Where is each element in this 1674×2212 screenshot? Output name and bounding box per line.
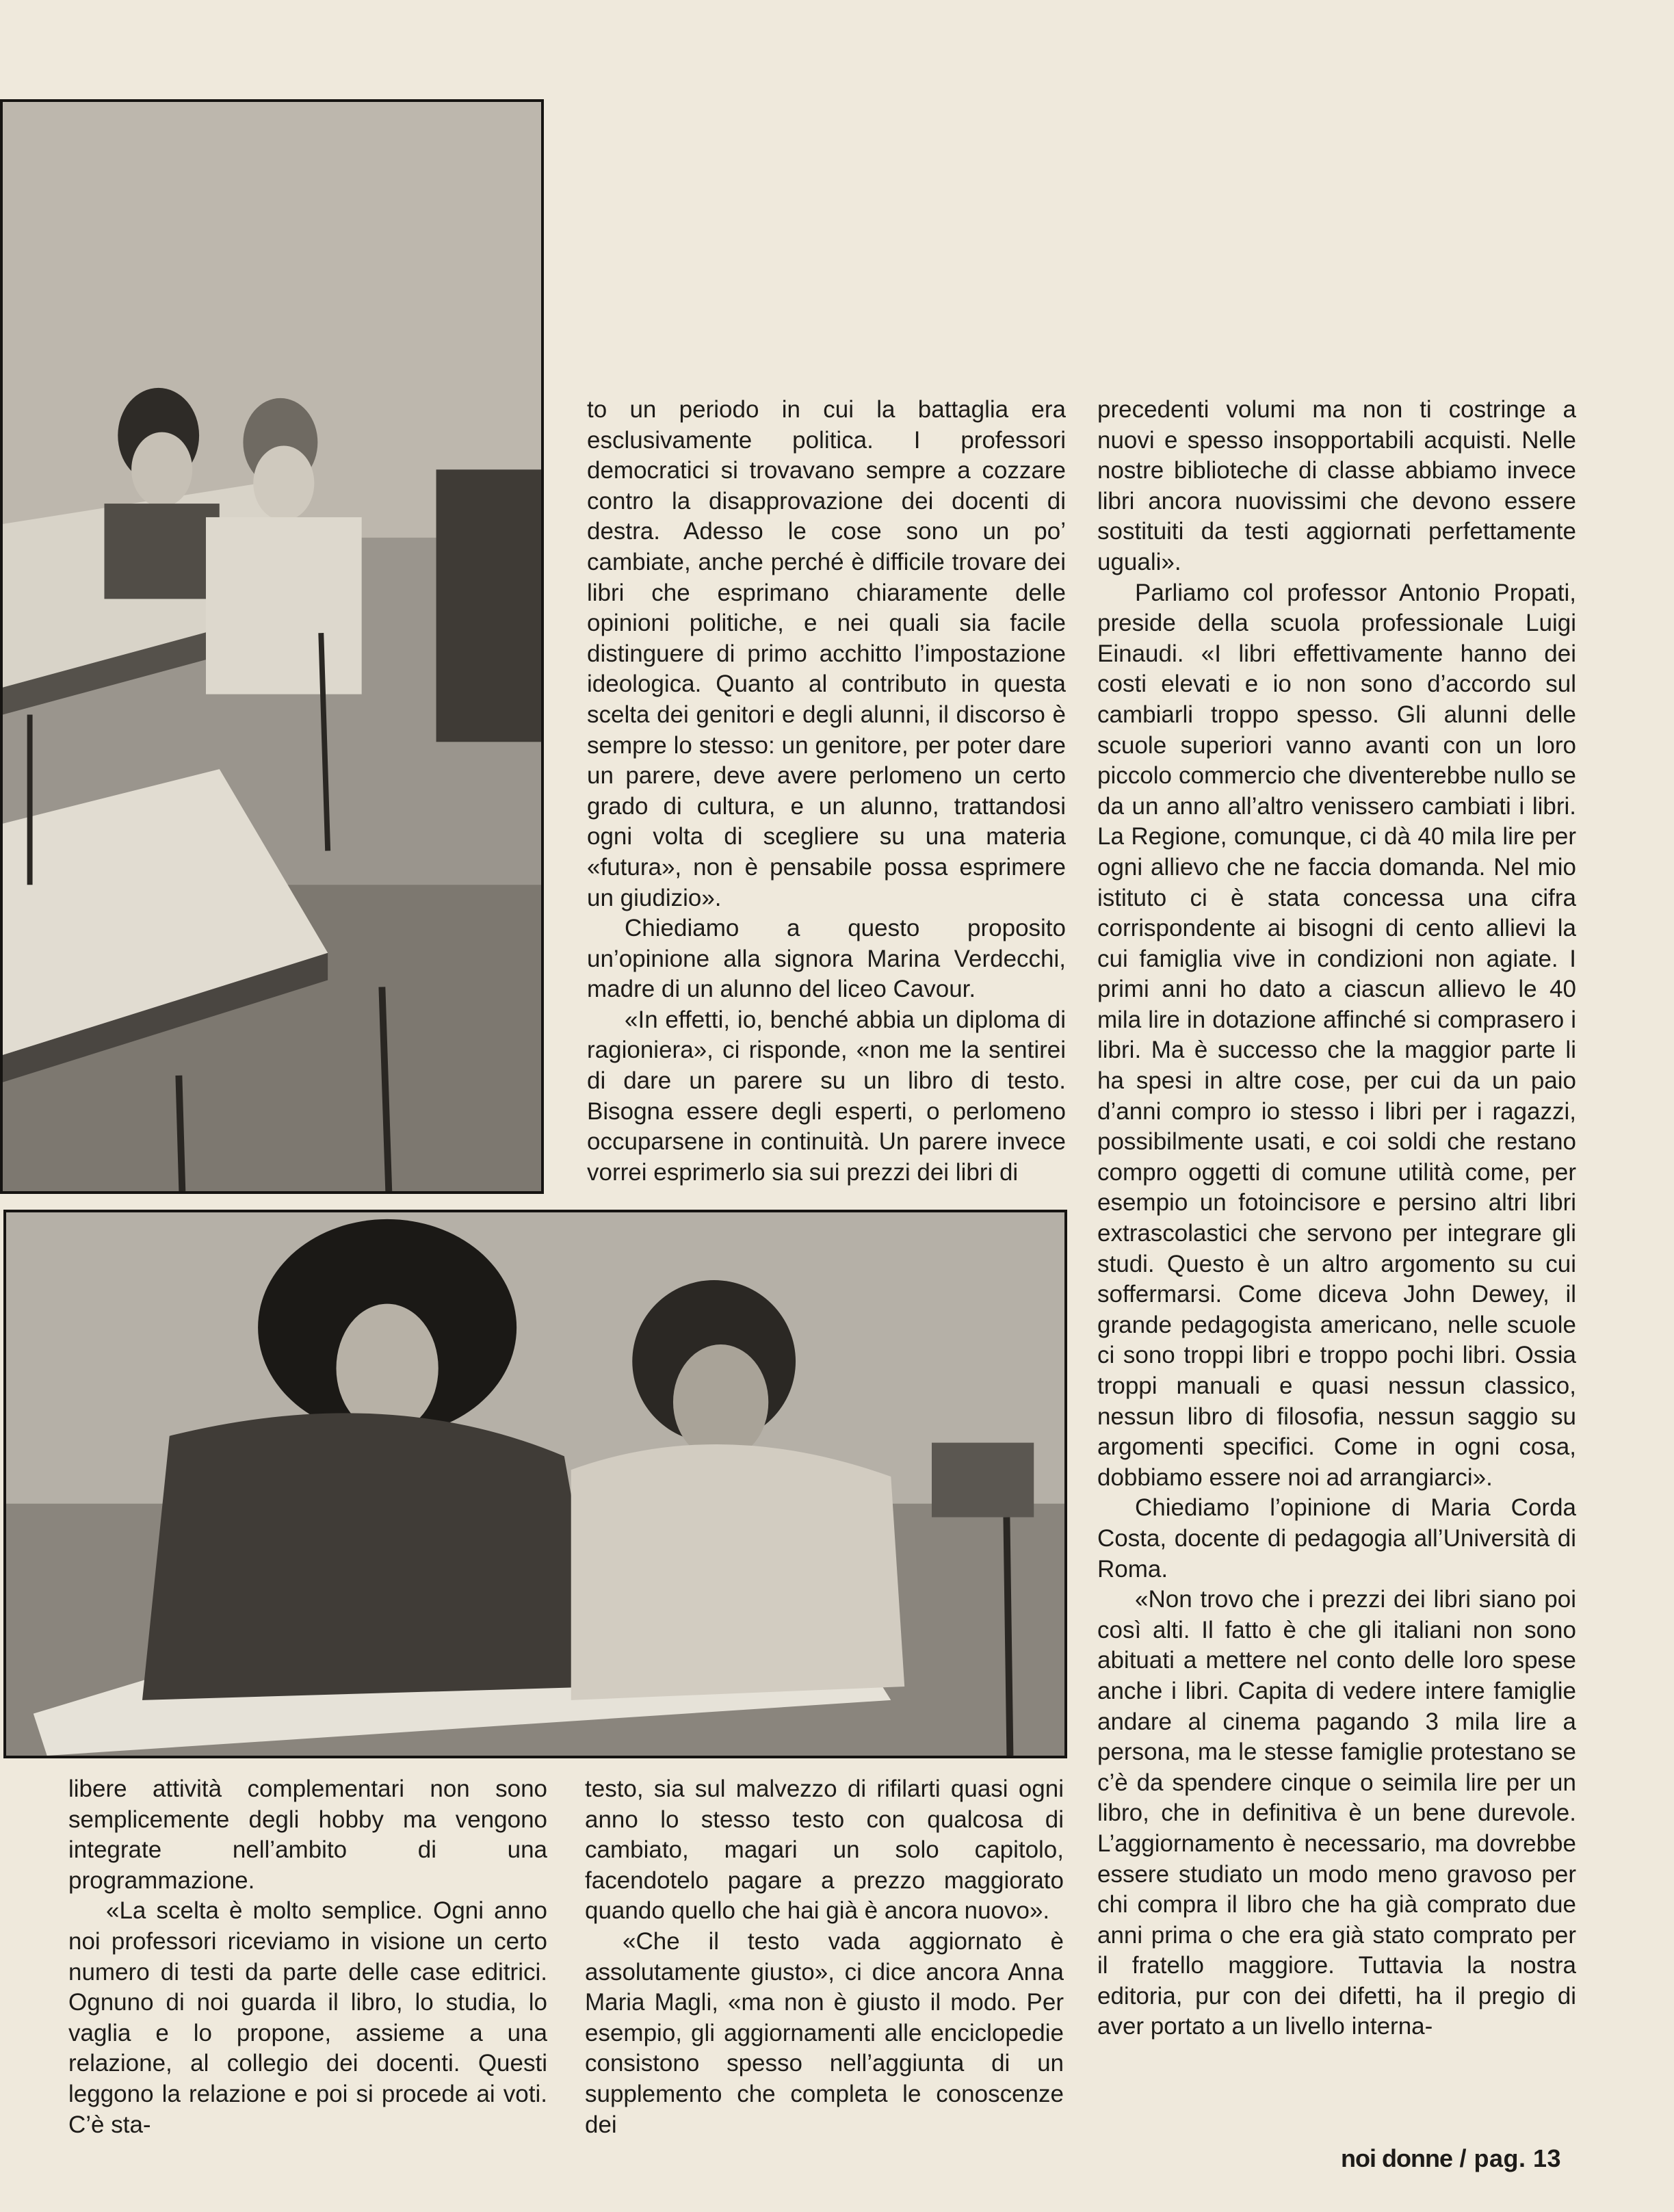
article-column-right [1097,395,1576,2042]
magazine-brand: noi donne [1341,2144,1452,2172]
paragraph: «In effetti, io, benché abbia un diploma di ragioniera», ci risponde, «non me la sentirei di dare un parere su un libro di testo. Bisogna essere degli esperti, o perlomeno occuparsene in continuità. Un parere invece vorrei esprimerlo sia sui prezzi dei libri di [587,1006,1066,1186]
students-reading-photo [3,1210,1067,1758]
paragraph: «Che il testo vada aggiornato è assolutamente giusto», ci dice ancora Anna Maria Magli, «ma non è giusto il modo. Per esempio, gli aggiornamenti alle enciclopedie consistono spesso nell’aggiunta di un supplemento che completa le conoscenze dei [585,1927,1064,2138]
paragraph: testo, sia sul malvezzo di rifilarti quasi ogni anno lo stesso testo con qualcosa di cambiato, magari un solo capitolo, facendotelo pagare a prezzo maggiorato quando quello che hai già è ancora nuovo». [585,1775,1064,1925]
paragraph: Parliamo col professor Antonio Propati, preside della scuola professionale Luigi Einaudi. «I libri effettivamente hanno dei costi elevati e io non sono d’accordo sul cambiarli troppo spesso. Gli alunni delle scuole superiori vanno avanti con un loro piccolo commercio che diventerebbe nullo se da un anno all’altro venissero cambiati i libri. La Regione, comunque, ci dà 40 mila lire per ogni allievo che ne faccia domanda. Nel mio istituto ci è stata concessa una cifra corrispondente ai bisogni di cento allievi la cui famiglia vive in condizioni non agiate. I primi anni ho dato a ciascun allievo le 40 mila lire in dotazione affinché si comprasero i libri. Ma è successo che la maggior parte li ha spesi in altre cose, per cui da un paio d’anni compro io stesso i libri per i ragazzi, possibilmente usati, e coi soldi che restano compro oggetti di comune utilità come, per esempio un fotoincisore e persino altri libri extrascolastici che servono per integrare gli studi. Questo è un altro argomento su cui soffermarsi. Come diceva John Dewey, il grande pedagogista americano, nelle scuole ci sono troppi libri e troppo pochi libri. Ossia troppi manuali e quasi nessun classico, nessun libro di filosofia, nessun saggio su argomenti specifici. Come in ogni cosa, dobbiamo essere noi ad arrangiarci». [1097,579,1576,1491]
page-footer [1341,2144,1561,2173]
paragraph: «La scelta è molto semplice. Ogni anno noi professori riceviamo in visione un certo numero di testi da parte delle case editrici. Ognuno di noi guarda il libro, lo studia, lo vaglia e lo propone, assieme a una relazione, al collegio dei docenti. Questi leggono la relazione e poi si procede ai voti. C’è sta- [68,1897,547,2138]
paragraph: «Non trovo che i prezzi dei libri siano poi così alti. Il fatto è che gli italiani non sono abituati a mettere nel conto delle loro spese anche i libri. Capita di vedere intere famiglie andare al cinema pagando 3 mila lire a persona, ma le stesse famiglie protestano se c’è da spendere cinque o seimila lire per un libro, che in definitiva è un bene durevole. L’aggiornamento è necessario, ma dovrebbe essere studiato un modo meno gravoso per chi compra il libro che ha già comprato due anni prima o che era già stato comprato per il fratello maggiore. Tuttavia la nostra editoria, pur con dei difetti, ha il pregio di aver portato a un livello interna- [1097,1586,1576,2040]
article-column-middle [587,395,1066,1188]
paragraph: Chiediamo l’opinione di Maria Corda Costa, docente di pedagogia all’Università di Roma. [1097,1494,1576,1583]
students-photo-illustration [6,1212,1064,1756]
paragraph: to un periodo in cui la battaglia era esclusivamente politica. I professori democratici si trovavano sempre a cozzare contro la disapprovazione dei docenti di destra. Adesso le cose sono un po’ cambiate, anche perché è difficile trovare dei libri che esprimano chiaramente delle opinioni politiche, e nei quali sia facile distinguere di primo acchitto l’impostazione ideologica. Quanto al contributo in questa scelta dei genitori e degli alunni, il discorso è sempre lo stesso: un genitore, per poter dare un parere, deve avere perlomeno un certo grado di cultura, e un alunno, trattandosi ogni volta di scegliere su una materia «futura», non è pensabile possa esprimere un giudizio». [587,396,1066,911]
page-number: pag. 13 [1474,2144,1562,2172]
article-column-bottom-middle [585,1774,1064,2140]
paragraph: precedenti volumi ma non ti costringe a nuovi e spesso insopportabili acquisti. Nelle nostre biblioteche di classe abbiamo invece libri ancora nuovissimi che devono essere sostituiti da testi aggiornati perfettamente uguali». [1097,396,1576,575]
paragraph: libere attività complementari non sono semplicemente degli hobby ma vengono integrate nell’ambito di una programmazione. [68,1775,547,1894]
classroom-photo-top [0,99,544,1194]
classroom-photo-illustration [3,102,541,1191]
footer-separator: / [1459,2144,1467,2172]
paragraph: Chiediamo a questo proposito un’opinione alla signora Marina Verdecchi, madre di un alunno del liceo Cavour. [587,915,1066,1003]
article-column-bottom-left [68,1774,547,2140]
